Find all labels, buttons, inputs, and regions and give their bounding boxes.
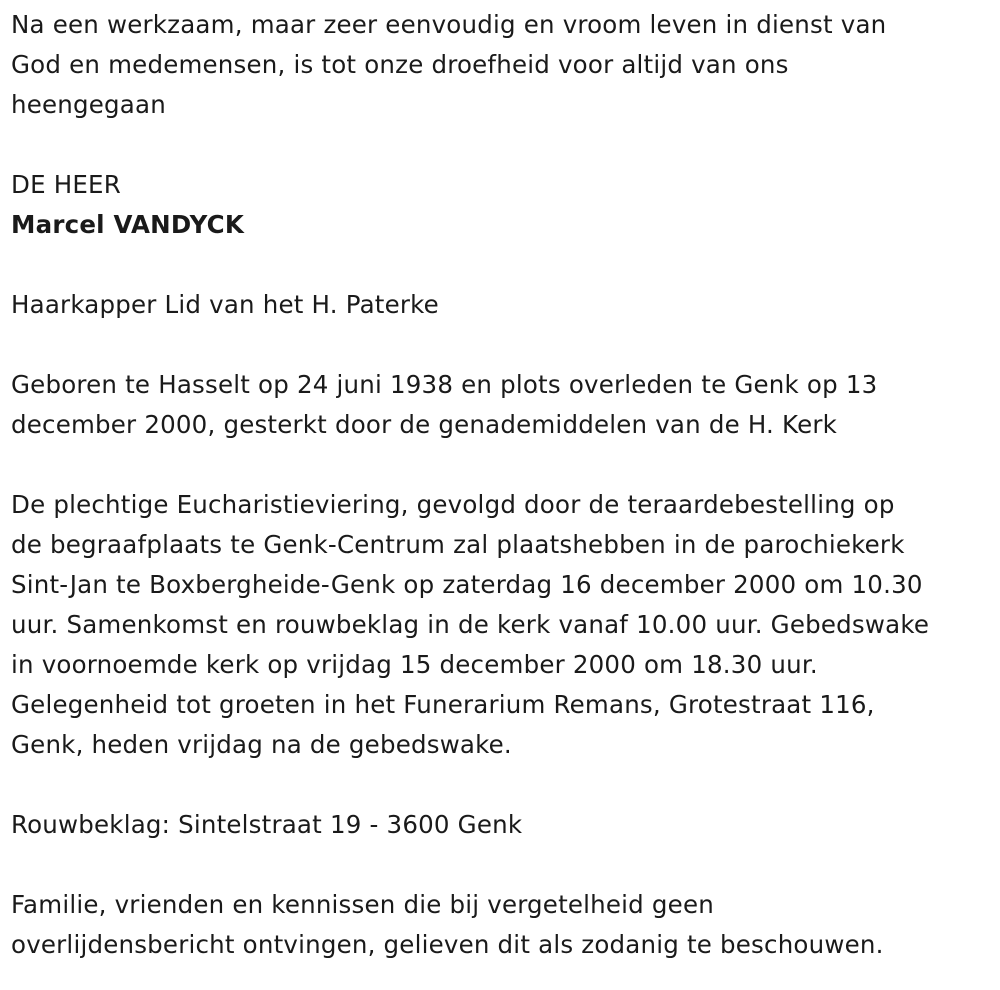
death-notice bbox=[11, 5, 991, 965]
deceased-name: Marcel VANDYCK bbox=[11, 210, 245, 239]
spacer bbox=[11, 325, 991, 365]
spacer bbox=[11, 125, 991, 165]
spacer bbox=[11, 845, 991, 885]
birth-death-paragraph: Geboren te Hasselt op 24 juni 1938 en plots overleden te Genk op 13 december 2000, gesterkt door de genademiddelen van de H. Kerk bbox=[11, 370, 878, 439]
spacer bbox=[11, 765, 991, 805]
spacer bbox=[11, 245, 991, 285]
honorific-title: DE HEER bbox=[11, 170, 121, 199]
condolence-address: Rouwbeklag: Sintelstraat 19 - 3600 Genk bbox=[11, 810, 523, 839]
closing-paragraph: Familie, vrienden en kennissen die bij vergetelheid geen overlijdensbericht ontvingen, gelieven dit als zodanig te beschouwen. bbox=[11, 890, 884, 959]
ceremony-paragraph: De plechtige Eucharistieviering, gevolgd door de teraardebestelling op de begraafplaats te Genk-Centrum zal plaatshebben in de parochiekerk Sint-Jan te Boxbergheide-Genk op zaterdag 16 december 2000 om 10.30 uur. Samenkomst en rouwbeklag in de kerk vanaf 10.00 uur. Gebedswake in voornoemde kerk op vrijdag 15 december 2000 om 18.30 uur. Gelegenheid tot groeten in het Funerarium Remans, Grotestraat 116, Genk, heden vrijdag na de gebedswake. bbox=[11, 490, 930, 759]
occupation-line: Haarkapper Lid van het H. Paterke bbox=[11, 290, 439, 319]
spacer bbox=[11, 445, 991, 485]
intro-paragraph: Na een werkzaam, maar zeer eenvoudig en vroom leven in dienst van God en medemensen, is tot onze droefheid voor altijd van ons heengegaan bbox=[11, 10, 887, 119]
